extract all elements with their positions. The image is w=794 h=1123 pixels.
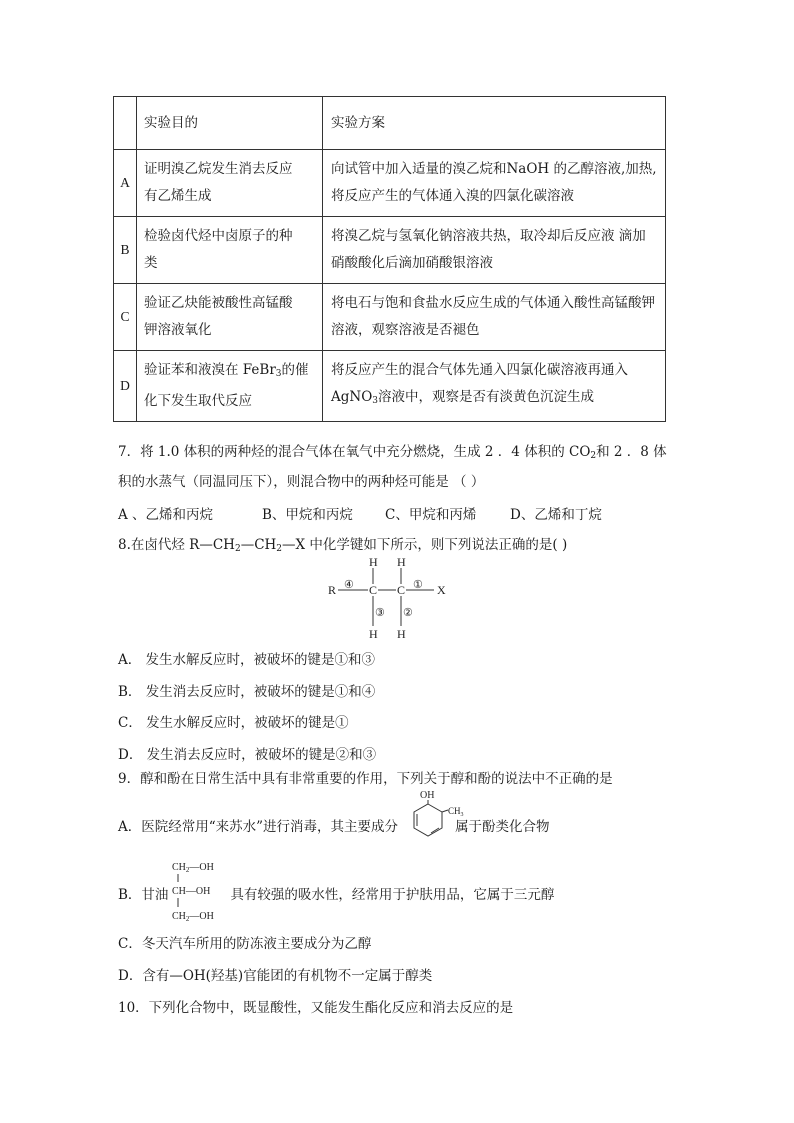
q9-option-c: C．冬天汽车所用的防冻液主要成分为乙醇: [118, 936, 372, 952]
label-r: R: [328, 583, 337, 597]
label-h: H: [369, 555, 378, 569]
label-h: H: [369, 627, 378, 641]
glycerol-row2: CH—OH: [172, 886, 211, 897]
q8-option-b: B． 发生消去反应时，被破坏的键是①和④: [118, 684, 376, 700]
row-plan: 将溴乙烷与氢氧化钠溶液共热，取冷却后反应液 滴加 硝酸酸化后滴加硝酸银溶液: [323, 217, 666, 284]
header-empty-cell: [114, 97, 137, 150]
row-plan: 将电石与饱和食盐水反应生成的气体通入酸性高锰酸钾 溶液，观察溶液是否褪色: [323, 284, 666, 351]
table-row: [114, 217, 666, 284]
q7-option-b: B、甲烷和丙烷: [262, 507, 353, 523]
q9-option-b: B．甘油 具有较强的吸水性，经常用于护肤用品，它属于三元醇: [118, 887, 555, 903]
label-h: H: [397, 555, 406, 569]
q8-stem: 8.在卤代烃 $R—CH_2—CH_2—X$ 中化学键如下所示，则下列说法正确的是( ): [118, 537, 568, 554]
q8-option-d: D． 发生消去反应时，被破坏的键是②和③: [118, 747, 377, 763]
q8-option-c: C． 发生水解反应时，被破坏的键是①: [118, 715, 349, 731]
bond-3-label: ③: [375, 607, 385, 619]
row-purpose: 验证乙炔能被酸性高锰酸 钾溶液氧化: [137, 284, 323, 351]
haloalkane-bond-diagram: [320, 552, 460, 644]
row-purpose: 证明溴乙烷发生消去反应 有乙烯生成: [137, 150, 323, 217]
q7-stem-line2: 积的水蒸气（同温同压下），则混合物中的两种烃可能是 （ ）: [118, 474, 485, 490]
table-row: [114, 284, 666, 351]
cresol-structure: [406, 788, 478, 848]
q10-stem: 10．下列化合物中，既显酸性，又能发生酯化反应和消去反应的是: [118, 1000, 514, 1016]
bond-1-label: ①: [413, 579, 423, 591]
q7-option-c: C、甲烷和丙烯: [385, 507, 477, 523]
table-row: [114, 150, 666, 217]
label-c-left: C: [369, 583, 378, 597]
label-c-right: C: [397, 583, 406, 597]
row-letter: A: [114, 150, 137, 217]
header-purpose: 实验目的: [137, 97, 323, 150]
q8-option-a: A． 发生水解反应时，被破坏的键是①和③: [118, 652, 376, 668]
table-header-row: [114, 97, 666, 150]
glycerol-structure: [166, 858, 230, 928]
experiment-table: [113, 96, 666, 422]
table-row: [114, 351, 666, 422]
header-plan: 实验方案: [323, 97, 666, 150]
q9-stem: 9．醇和酚在日常生活中具有非常重要的作用，下列关于醇和酚的说法中不正确的是: [118, 771, 613, 787]
benzene-ring: [414, 804, 442, 836]
label-x: X: [437, 583, 446, 597]
row-purpose: 检验卤代烃中卤原子的种 类: [137, 217, 323, 284]
glycerol-row1: $CH_2—OH$: [172, 862, 214, 874]
row-purpose: 验证苯和液溴在 FeBr$_3$的催 化下发生取代反应: [137, 351, 323, 422]
label-h: H: [397, 627, 406, 641]
q7-option-d: D、乙烯和丁烷: [510, 507, 602, 523]
row-letter: D: [114, 351, 137, 422]
q7-option-a: A 、乙烯和丙烷: [118, 507, 214, 523]
row-letter: B: [114, 217, 137, 284]
q7-stem-line1: 7．将 1.0 体积的两种烃的混合气体在氧气中充分燃烧，生成 2 ．4 体积的 $CO_2$和 2 ．8 体: [118, 444, 667, 461]
row-plan: 向试管中加入适量的溴乙烷和NaOH 的乙醇溶液,加热, 将反应产生的气体通入溴的四氯化碳溶液: [323, 150, 666, 217]
ch3-label: $CH_3$: [448, 806, 464, 818]
row-plan: 将反应产生的混合气体先通入四氯化碳溶液再通入 AgNO$_3$溶液中，观察是否有淡黄色沉淀生成: [323, 351, 666, 422]
q9-option-a: A．医院经常用“来苏水”进行消毒，其主要成分 属于酚类化合物: [118, 819, 550, 835]
row-letter: C: [114, 284, 137, 351]
bond-2-label: ②: [403, 607, 413, 619]
bond-4-label: ④: [344, 579, 354, 591]
oh-label: OH: [420, 790, 435, 801]
q9-option-d: D．含有—OH(羟基)官能团的有机物不一定属于醇类: [118, 968, 433, 984]
glycerol-row3: $CH_2—OH$: [172, 911, 214, 923]
